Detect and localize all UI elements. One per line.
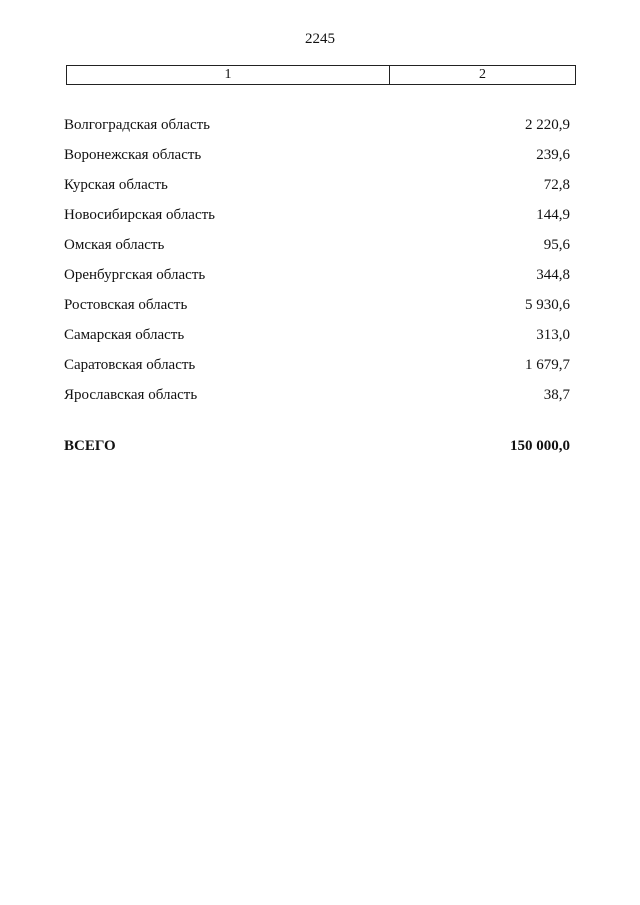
region-value: 144,9: [536, 206, 570, 223]
table-row: [64, 351, 570, 381]
table-row: [64, 110, 570, 140]
table-row: [64, 200, 570, 230]
region-value: 344,8: [536, 267, 570, 284]
region-value: 72,8: [543, 176, 570, 193]
region-name: Самарская область: [64, 327, 185, 344]
region-name: Волгоградская область: [64, 116, 210, 133]
table-row: [64, 170, 570, 200]
region-value: 38,7: [543, 387, 570, 404]
region-name: Новосибирская область: [64, 206, 216, 223]
table-row: [64, 321, 570, 351]
region-name: Саратовская область: [64, 357, 196, 374]
region-value: 239,6: [536, 146, 570, 163]
table-row: [64, 291, 570, 321]
region-name: Омская область: [64, 236, 165, 253]
region-value: 313,0: [536, 327, 570, 344]
region-value: 1 679,7: [525, 357, 570, 374]
table-row: [64, 230, 570, 260]
region-value: 95,6: [543, 236, 570, 253]
region-name: Оренбургская область: [64, 267, 206, 284]
region-name: Курская область: [64, 176, 168, 193]
table-row: [64, 140, 570, 170]
table-row: [64, 381, 570, 411]
region-name: Ростовская область: [64, 297, 188, 314]
region-name: Ярославская область: [64, 387, 198, 404]
total-row: [64, 438, 570, 455]
column-header-row: [66, 65, 576, 85]
page-number: 2245: [305, 31, 335, 47]
region-value: 2 220,9: [525, 116, 570, 133]
column-header-2: 2: [479, 67, 486, 82]
total-label: ВСЕГО: [64, 438, 116, 454]
region-name: Воронежская область: [64, 146, 202, 163]
column-header-1: 1: [67, 66, 390, 84]
region-value: 5 930,6: [525, 297, 570, 314]
region-list: [64, 110, 570, 411]
table-row: [64, 260, 570, 290]
total-value: 150 000,0: [510, 438, 570, 454]
